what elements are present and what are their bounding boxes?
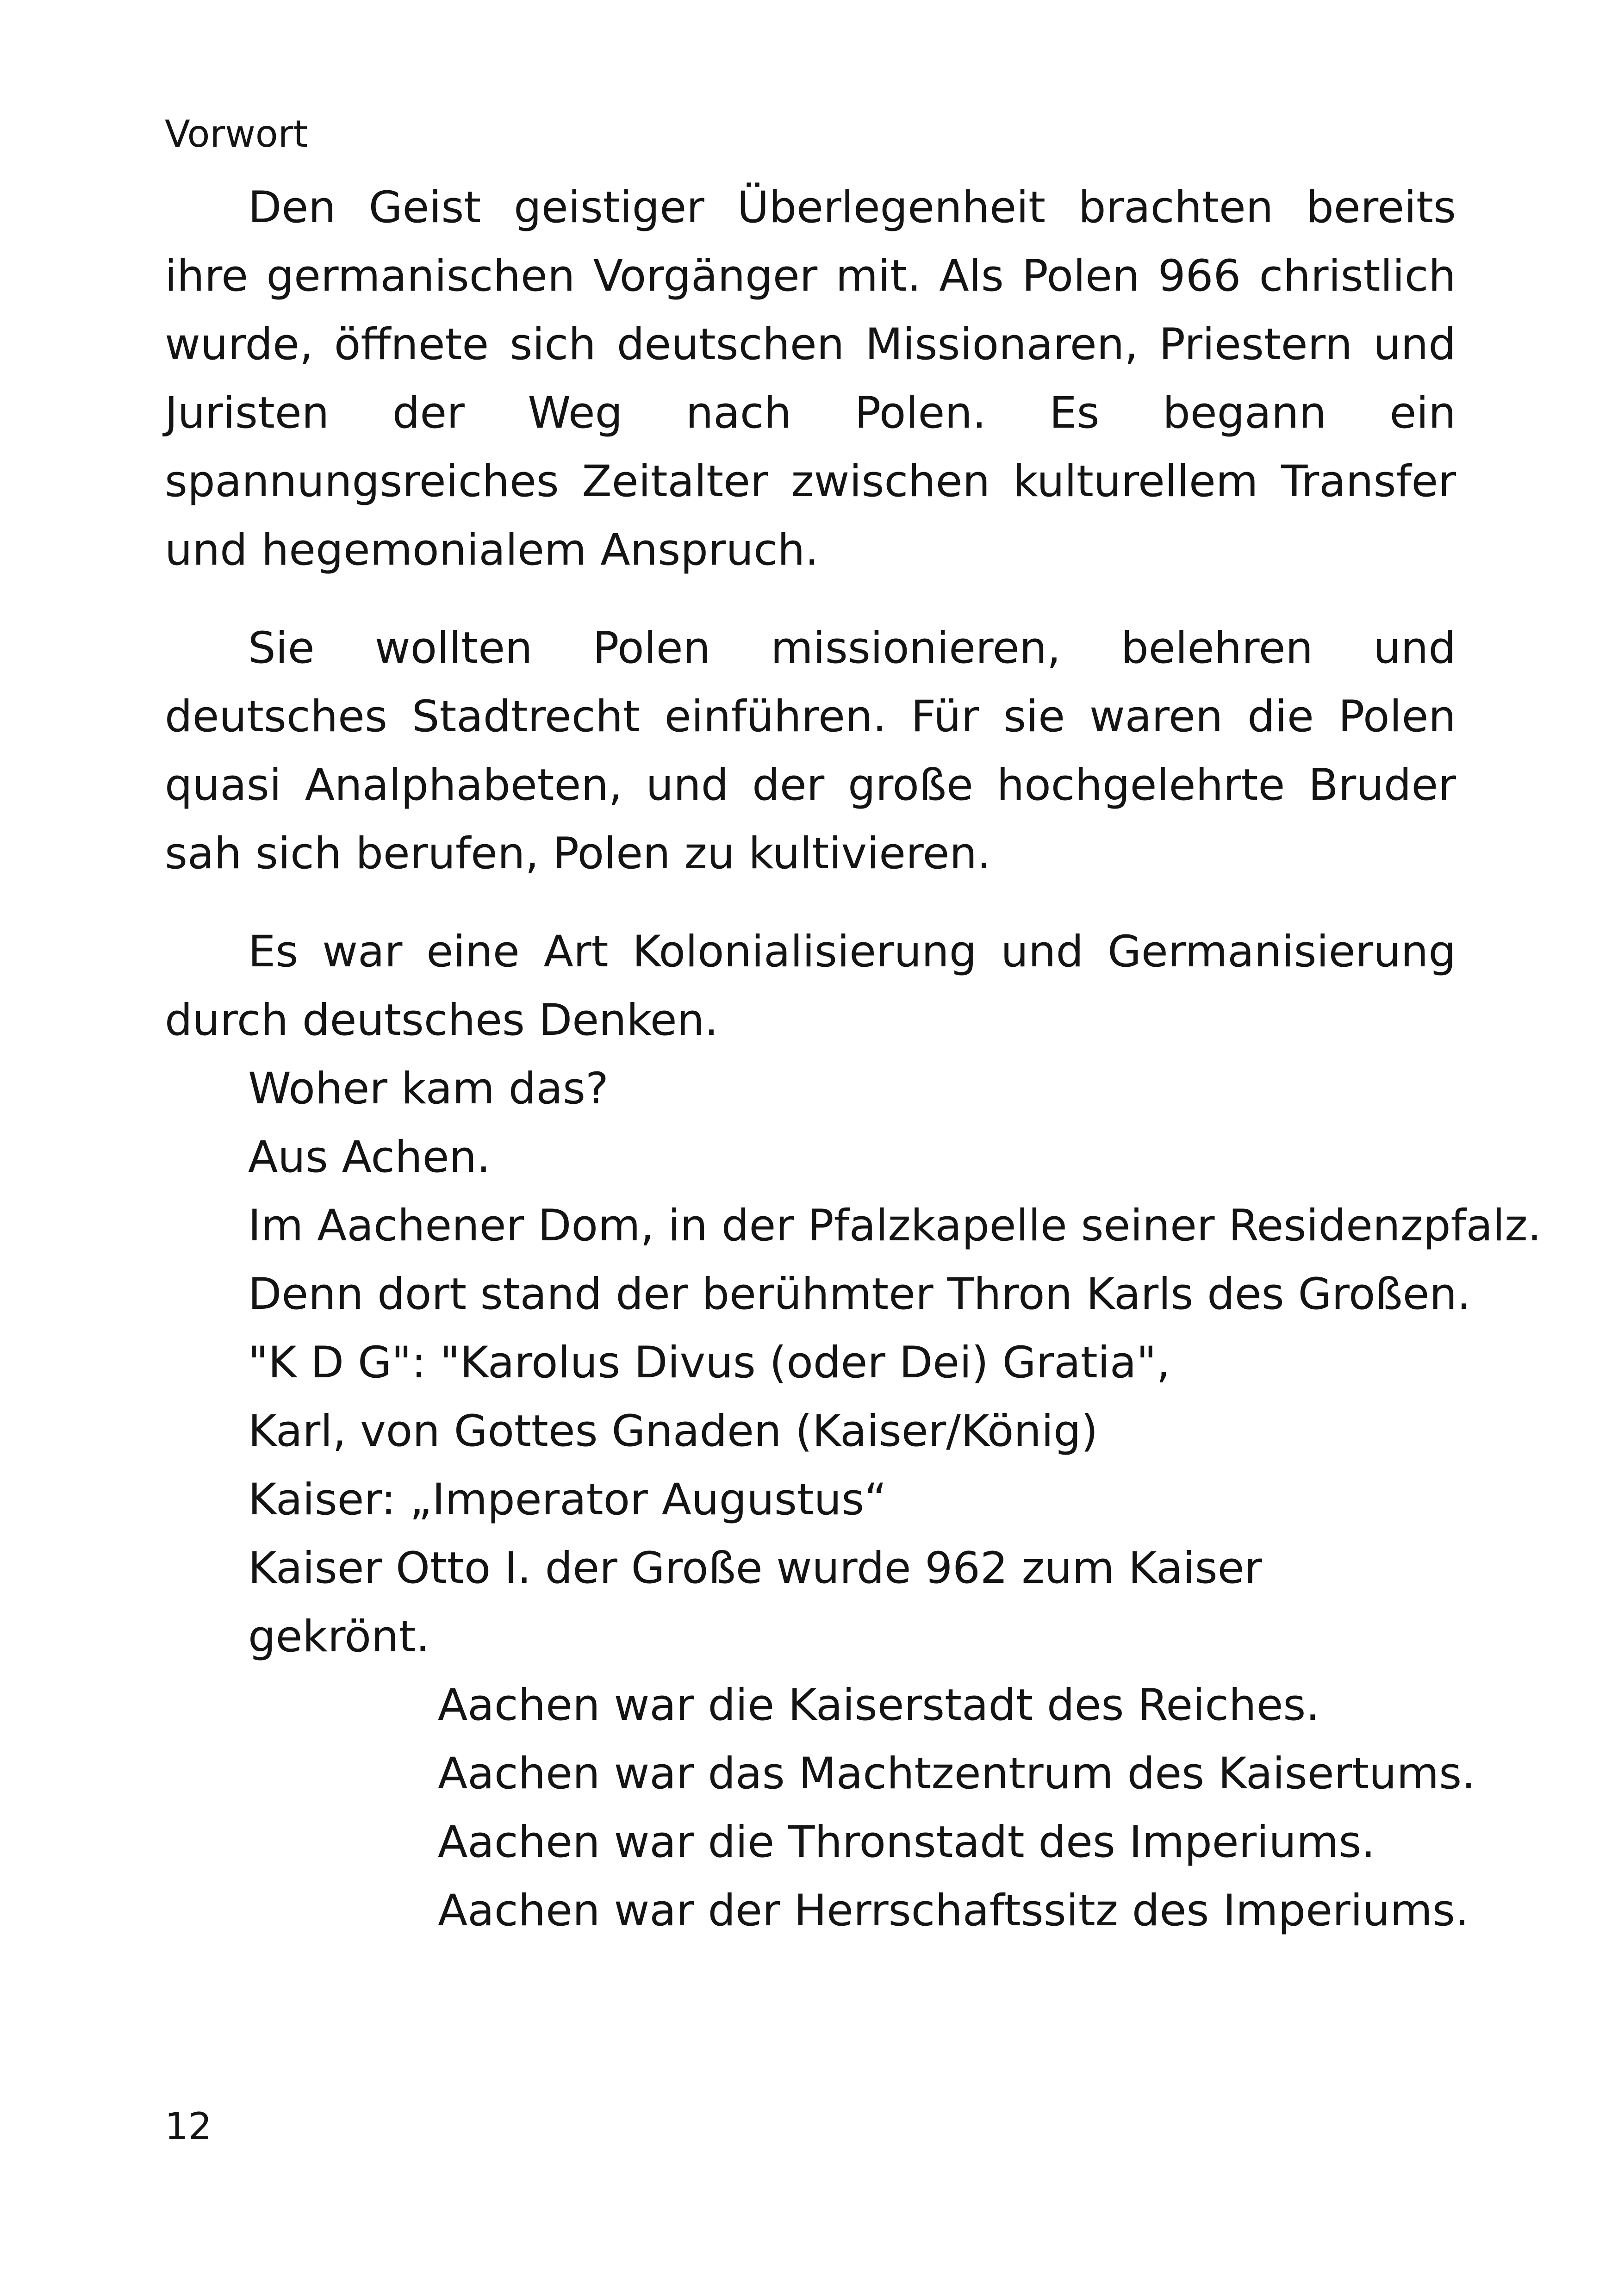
stanza-line: Aachen war die Thronstadt des Imperiums.: [438, 1817, 1375, 1867]
page-number: 12: [165, 2105, 212, 2148]
paragraph-otto: Kaiser Otto I. der Große wurde 962 zum Kaiser gekrönt.: [248, 1543, 1263, 1662]
stanza-1: [165, 1671, 1476, 1808]
paragraph-aachen: [165, 1123, 1542, 1329]
paragraph-3: Es war eine Art Kolonialisierung und Germanisierung durch deutsches Denken.: [165, 927, 1456, 1045]
question-line: Woher kam das?: [248, 1064, 609, 1114]
text-line: Karl, von Gottes Gnaden (Kaiser/König): [248, 1406, 1098, 1456]
paragraph-kdg: [165, 1329, 1456, 1534]
text-line: "K D G": "Karolus Divus (oder Dei) Gratia",: [248, 1338, 1170, 1388]
text-line: Im Aachener Dom, in der Pfalzkapelle seiner Residenzpfalz.: [248, 1201, 1542, 1251]
stanza-2: [165, 1808, 1469, 1945]
stanza-line: Aachen war der Herrschaftssitz des Imperiums.: [438, 1885, 1469, 1936]
stanza-line: Aachen war das Machtzentrum des Kaisertums.: [438, 1748, 1476, 1799]
running-header: Vorwort: [165, 112, 308, 156]
page-body: [165, 174, 1542, 1945]
text-line: Aus Achen.: [248, 1132, 491, 1182]
text-line: Denn dort stand der berühmter Thron Karls des Großen.: [248, 1269, 1471, 1319]
stanza-line: Aachen war die Kaiserstadt des Reiches.: [438, 1680, 1320, 1730]
paragraph-1: Den Geist geistiger Überlegenheit brachten bereits ihre germanischen Vorgänger mit. Als Polen 966 christlich wurde, öffnete sich deutschen Missionaren, Priestern und Juristen der Weg nach Polen. Es begann ein spannungsreiches Zeitalter zwischen kulturellem Transfer und hegemonialem Anspruch.: [165, 182, 1456, 575]
paragraph-2: Sie wollten Polen missionieren, belehren und deutsches Stadtrecht einführen. Für sie waren die Polen quasi Analphabeten, und der große hochgelehrte Bruder sah sich berufen, Polen zu kultivieren.: [165, 623, 1456, 879]
text-line: Kaiser: „Imperator Augustus“: [248, 1475, 887, 1525]
